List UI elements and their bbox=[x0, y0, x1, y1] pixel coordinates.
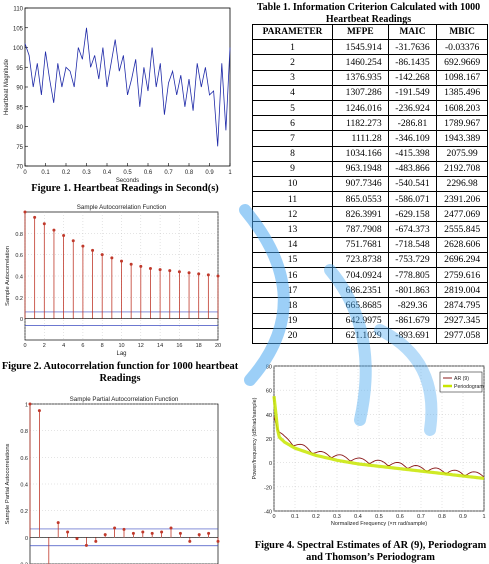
cell-mfpe: 723.8738 bbox=[333, 252, 389, 267]
cell-mfpe: 686.2351 bbox=[333, 283, 389, 298]
stem-point bbox=[43, 222, 46, 225]
stem-point bbox=[217, 275, 220, 278]
legend-label-ar9: AR (9) bbox=[454, 376, 469, 382]
y-tick-label: 0.4 bbox=[15, 275, 23, 281]
cell-parameter: 4 bbox=[253, 85, 333, 100]
cell-mfpe: 1182.273 bbox=[333, 116, 389, 131]
y-tick-label: 0.8 bbox=[15, 232, 23, 238]
cell-mbic: 2874.795 bbox=[437, 298, 488, 313]
cell-mbic: 2628.606 bbox=[437, 237, 488, 252]
figure1-caption: Figure 1. Heartbeat Readings in Second(s) bbox=[10, 183, 240, 195]
stem-point bbox=[178, 270, 181, 273]
y-tick-label: 70 bbox=[16, 165, 23, 171]
stem-point bbox=[141, 531, 144, 534]
stem-point bbox=[139, 265, 142, 268]
stem-point bbox=[110, 256, 113, 259]
cell-mbic: 2075.99 bbox=[437, 146, 488, 161]
y-tick-label: 95 bbox=[16, 66, 23, 72]
cell-maic: -674.373 bbox=[388, 222, 437, 237]
stem-point bbox=[120, 260, 123, 263]
cell-mfpe: 621.1029 bbox=[333, 328, 389, 343]
cell-maic: -893.691 bbox=[388, 328, 437, 343]
stem-point bbox=[72, 239, 75, 242]
x-tick-label: 0.1 bbox=[291, 514, 299, 520]
cell-maic: -718.548 bbox=[388, 237, 437, 252]
y-tick-label: 1 bbox=[25, 403, 28, 409]
x-tick-label: 20 bbox=[215, 343, 221, 349]
cell-mfpe: 865.0553 bbox=[333, 192, 389, 207]
cell-parameter: 14 bbox=[253, 237, 333, 252]
x-tick-label: 12 bbox=[138, 343, 144, 349]
cell-mfpe: 1545.914 bbox=[333, 40, 389, 55]
table-row bbox=[253, 146, 488, 161]
cell-parameter: 1 bbox=[253, 40, 333, 55]
x-tick-label: 4 bbox=[62, 343, 65, 349]
y-tick-label: 0.6 bbox=[20, 456, 28, 462]
x-tick-label: 0.3 bbox=[333, 514, 341, 520]
x-tick-label: 0.3 bbox=[82, 170, 91, 176]
figure1-xlabel: Seconds bbox=[116, 178, 139, 184]
y-tick-label: 90 bbox=[16, 86, 23, 92]
cell-maic: -286.81 bbox=[388, 116, 437, 131]
cell-mbic: 2696.294 bbox=[437, 252, 488, 267]
figure4-svg bbox=[248, 360, 489, 530]
cell-maic: -236.924 bbox=[388, 100, 437, 115]
cell-parameter: 5 bbox=[253, 100, 333, 115]
cell-mfpe: 907.7346 bbox=[333, 176, 389, 191]
figure3-ylabel: Sample Partial Autocorrelations bbox=[5, 443, 11, 524]
legend-label-periodogram: Periodogram bbox=[454, 384, 484, 390]
cell-mfpe: 751.7681 bbox=[333, 237, 389, 252]
cell-mfpe: 1376.935 bbox=[333, 70, 389, 85]
y-tick-label: -40 bbox=[264, 510, 272, 516]
figure4-ylabel: Power/frequency (dB/rad/sample) bbox=[252, 397, 258, 479]
stem-point bbox=[179, 532, 182, 535]
x-tick-label: 0 bbox=[23, 343, 26, 349]
cell-maic: -829.36 bbox=[388, 298, 437, 313]
stem-point bbox=[76, 537, 79, 540]
cell-parameter: 20 bbox=[253, 328, 333, 343]
y-tick-label: 0 bbox=[269, 461, 272, 467]
cell-mbic: 2192.708 bbox=[437, 161, 488, 176]
x-tick-label: 0.5 bbox=[123, 170, 132, 176]
cell-maic: -483.866 bbox=[388, 161, 437, 176]
cell-mbic: 2296.98 bbox=[437, 176, 488, 191]
x-tick-label: 0.2 bbox=[312, 514, 320, 520]
y-tick-label: 85 bbox=[16, 105, 23, 111]
stem-point bbox=[207, 273, 210, 276]
col-mbic: MBIC bbox=[437, 25, 488, 40]
stem-point bbox=[198, 533, 201, 536]
cell-parameter: 2 bbox=[253, 55, 333, 70]
table-row bbox=[253, 116, 488, 131]
stem-point bbox=[85, 544, 88, 547]
y-tick-label: 75 bbox=[16, 145, 23, 151]
cell-parameter: 18 bbox=[253, 298, 333, 313]
cell-maic: -142.268 bbox=[388, 70, 437, 85]
cell-parameter: 16 bbox=[253, 268, 333, 283]
cell-mbic: -0.03376 bbox=[437, 40, 488, 55]
y-tick-label: 0.6 bbox=[15, 253, 23, 259]
figure4-caption: Figure 4. Spectral Estimates of AR (9), Periodogram and Thomson’s Periodogram bbox=[252, 540, 489, 564]
cell-maic: -540.541 bbox=[388, 176, 437, 191]
cell-mbic: 1385.496 bbox=[437, 85, 488, 100]
stem-point bbox=[123, 528, 126, 531]
y-tick-label: 105 bbox=[13, 26, 24, 32]
stem-point bbox=[132, 532, 135, 535]
cell-maic: -191.549 bbox=[388, 85, 437, 100]
figure4-xlabel: Normalized Frequency (×π rad/sample) bbox=[331, 521, 427, 527]
cell-mbic: 2977.058 bbox=[437, 328, 488, 343]
cell-mbic: 1608.203 bbox=[437, 100, 488, 115]
cell-mbic: 692.9669 bbox=[437, 55, 488, 70]
cell-parameter: 3 bbox=[253, 70, 333, 85]
cell-parameter: 9 bbox=[253, 161, 333, 176]
x-tick-label: 0.8 bbox=[438, 514, 446, 520]
y-tick-label: 0.8 bbox=[20, 429, 28, 435]
table-row bbox=[253, 40, 488, 55]
col-mfpe: MFPE bbox=[333, 25, 389, 40]
cell-maic: -753.729 bbox=[388, 252, 437, 267]
x-tick-label: 14 bbox=[157, 343, 163, 349]
cell-mbic: 2819.004 bbox=[437, 283, 488, 298]
y-tick-label: 0.4 bbox=[20, 483, 28, 489]
table-row bbox=[253, 222, 488, 237]
figure2-svg bbox=[0, 200, 245, 350]
stem-point bbox=[81, 245, 84, 248]
figure2-title: Sample Autocorrelation Function bbox=[77, 204, 167, 211]
x-tick-label: 1 bbox=[228, 170, 232, 176]
table-row bbox=[253, 283, 488, 298]
stem-point bbox=[151, 532, 154, 535]
stem-point bbox=[66, 531, 69, 534]
cell-parameter: 19 bbox=[253, 313, 333, 328]
figure2-caption: Figure 2. Autocorrelation function for 1000 heartbeat Readings bbox=[0, 361, 244, 385]
y-tick-label: 0.2 bbox=[20, 509, 28, 515]
stem-point bbox=[113, 527, 116, 530]
cell-mbic: 1789.967 bbox=[437, 116, 488, 131]
stem-point bbox=[170, 527, 173, 530]
figure3-plot bbox=[0, 392, 245, 553]
cell-maic: -415.398 bbox=[388, 146, 437, 161]
table-row bbox=[253, 237, 488, 252]
cell-maic: -586.071 bbox=[388, 192, 437, 207]
cell-maic: -801.863 bbox=[388, 283, 437, 298]
x-tick-label: 0.5 bbox=[375, 514, 383, 520]
x-tick-label: 0.2 bbox=[62, 170, 71, 176]
cell-mfpe: 704.0924 bbox=[333, 268, 389, 283]
x-tick-label: 0.6 bbox=[144, 170, 153, 176]
x-tick-label: 0.4 bbox=[354, 514, 362, 520]
cell-mfpe: 963.1948 bbox=[333, 161, 389, 176]
stem-point bbox=[207, 532, 210, 535]
cell-parameter: 15 bbox=[253, 252, 333, 267]
stem-point bbox=[91, 249, 94, 252]
stem-point bbox=[168, 269, 171, 272]
cell-mfpe: 642.9975 bbox=[333, 313, 389, 328]
figure1-plot bbox=[0, 0, 245, 200]
x-tick-label: 1 bbox=[482, 514, 485, 520]
stem-point bbox=[217, 540, 220, 543]
x-tick-label: 0.6 bbox=[396, 514, 404, 520]
stem-point bbox=[188, 540, 191, 543]
cell-parameter: 7 bbox=[253, 131, 333, 146]
figure1-frame bbox=[25, 8, 230, 166]
y-tick-label: 20 bbox=[266, 437, 272, 443]
y-tick-label: 40 bbox=[266, 413, 272, 419]
figure3-svg bbox=[0, 392, 245, 553]
cell-maic: -346.109 bbox=[388, 131, 437, 146]
col-parameter: PARAMETER bbox=[253, 25, 333, 40]
table-row bbox=[253, 161, 488, 176]
table1-caption: Table 1. Information Criterion Calculated with 1000 Heartbeat Readings bbox=[248, 2, 489, 25]
cell-maic: -86.1435 bbox=[388, 55, 437, 70]
stem-point bbox=[101, 253, 104, 256]
cell-maic: -778.805 bbox=[388, 268, 437, 283]
x-tick-label: 0.7 bbox=[164, 170, 173, 176]
cell-mfpe: 1460.254 bbox=[333, 55, 389, 70]
cell-parameter: 13 bbox=[253, 222, 333, 237]
table-row bbox=[253, 85, 488, 100]
cell-mfpe: 1111.28 bbox=[333, 131, 389, 146]
figure4-plot bbox=[248, 360, 489, 530]
cell-mbic: 2555.845 bbox=[437, 222, 488, 237]
cell-mfpe: 1034.166 bbox=[333, 146, 389, 161]
stem-point bbox=[62, 234, 65, 237]
cell-mbic: 2477.069 bbox=[437, 207, 488, 222]
col-maic: MAIC bbox=[388, 25, 437, 40]
cell-mfpe: 787.7908 bbox=[333, 222, 389, 237]
x-tick-label: 0.4 bbox=[103, 170, 112, 176]
table-row bbox=[253, 55, 488, 70]
table-row bbox=[253, 131, 488, 146]
stem-point bbox=[160, 531, 163, 534]
cell-mfpe: 665.8685 bbox=[333, 298, 389, 313]
x-tick-label: 6 bbox=[81, 343, 84, 349]
y-tick-label: 80 bbox=[266, 365, 272, 371]
table-row bbox=[253, 100, 488, 115]
table-row bbox=[253, 252, 488, 267]
table-row bbox=[253, 70, 488, 85]
cell-maic: -861.679 bbox=[388, 313, 437, 328]
figure2-plot bbox=[0, 200, 245, 350]
cell-mfpe: 1246.016 bbox=[333, 100, 389, 115]
stem-point bbox=[197, 272, 200, 275]
cell-mbic: 1943.389 bbox=[437, 131, 488, 146]
table1 bbox=[252, 24, 488, 344]
cell-parameter: 12 bbox=[253, 207, 333, 222]
stem-point bbox=[38, 409, 41, 412]
stem-point bbox=[33, 216, 36, 219]
table-row bbox=[253, 207, 488, 222]
x-tick-label: 0.7 bbox=[417, 514, 425, 520]
cell-maic: -629.158 bbox=[388, 207, 437, 222]
cell-mbic: 2759.616 bbox=[437, 268, 488, 283]
figure1-ylabel: Heartbeat Magnitude bbox=[4, 58, 10, 115]
cell-parameter: 8 bbox=[253, 146, 333, 161]
cell-parameter: 10 bbox=[253, 176, 333, 191]
x-tick-label: 8 bbox=[101, 343, 104, 349]
x-tick-label: 2 bbox=[43, 343, 46, 349]
cell-mfpe: 1307.286 bbox=[333, 85, 389, 100]
y-tick-label: 0 bbox=[25, 536, 28, 542]
stem-point bbox=[24, 211, 27, 214]
cell-mbic: 2927.345 bbox=[437, 313, 488, 328]
cell-parameter: 17 bbox=[253, 283, 333, 298]
stem-point bbox=[149, 267, 152, 270]
y-tick-label: 0.2 bbox=[15, 296, 23, 302]
figure2-xlabel: Lag bbox=[116, 351, 126, 357]
figure3-title: Sample Partial Autocorrelation Function bbox=[70, 396, 179, 403]
figure1-svg bbox=[0, 0, 245, 200]
x-tick-label: 10 bbox=[118, 343, 124, 349]
table-row bbox=[253, 192, 488, 207]
cell-mfpe: 826.3991 bbox=[333, 207, 389, 222]
table-row bbox=[253, 268, 488, 283]
x-tick-label: 0.9 bbox=[205, 170, 214, 176]
stem-point bbox=[130, 263, 133, 266]
cell-mbic: 1098.167 bbox=[437, 70, 488, 85]
y-tick-label: 100 bbox=[13, 46, 24, 52]
x-tick-label: 0 bbox=[23, 170, 27, 176]
x-tick-label: 16 bbox=[176, 343, 182, 349]
stem-point bbox=[52, 229, 55, 232]
y-tick-label: 110 bbox=[13, 7, 23, 13]
x-tick-label: 0.8 bbox=[185, 170, 194, 176]
figure2-ylabel: Sample Autocorrelation bbox=[5, 246, 11, 306]
stem-point bbox=[159, 268, 162, 271]
x-tick-label: 18 bbox=[196, 343, 202, 349]
stem-point bbox=[188, 271, 191, 274]
table-row bbox=[253, 313, 488, 328]
y-tick-label: 80 bbox=[16, 125, 23, 131]
stem-point bbox=[94, 540, 97, 543]
stem-point bbox=[104, 533, 107, 536]
cell-maic: -31.7636 bbox=[388, 40, 437, 55]
y-tick-label: 60 bbox=[266, 389, 272, 395]
cell-parameter: 6 bbox=[253, 116, 333, 131]
x-tick-label: 0.1 bbox=[41, 170, 50, 176]
table-header-row bbox=[253, 25, 488, 40]
cell-parameter: 11 bbox=[253, 192, 333, 207]
x-tick-label: 0.9 bbox=[459, 514, 467, 520]
stem-point bbox=[57, 521, 60, 524]
x-tick-label: 0 bbox=[272, 514, 275, 520]
table-row bbox=[253, 176, 488, 191]
stem-point bbox=[29, 403, 32, 406]
y-tick-label: -20 bbox=[264, 485, 272, 491]
cell-mbic: 2391.206 bbox=[437, 192, 488, 207]
y-tick-label: 0 bbox=[20, 317, 23, 323]
table-row bbox=[253, 328, 488, 343]
table-row bbox=[253, 298, 488, 313]
